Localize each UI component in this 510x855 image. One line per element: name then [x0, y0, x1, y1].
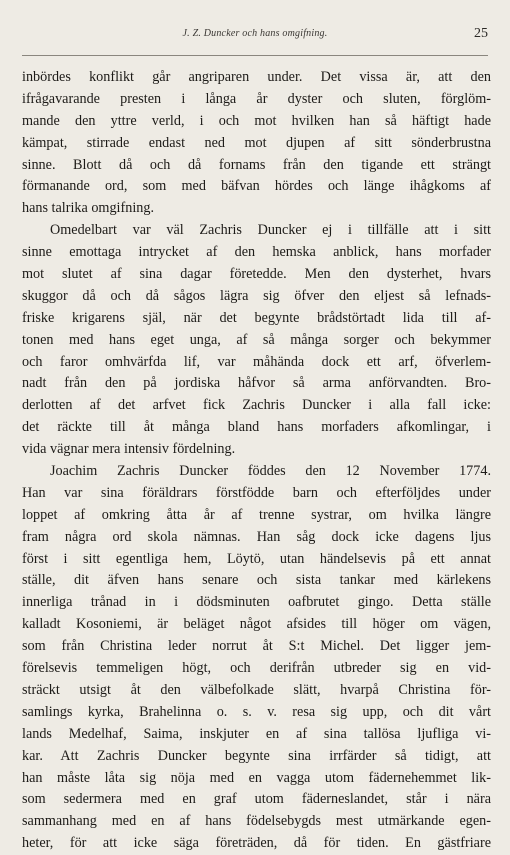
text-line: innerliga trånad in i dödsminuten oafbrutet gingo. Detta ställe — [22, 594, 491, 611]
text-line: Joachim Zachris Duncker föddes den 12 November 1774. — [50, 463, 491, 480]
text-line: inbördes konflikt går angriparen under. Det vissa är, att den — [22, 69, 491, 85]
header-rule — [22, 55, 488, 56]
text-line: mande den yttre verld, i och mot hvilken han så häftigt hade — [22, 112, 491, 129]
text-line: skuggor då och då sågos lägra sig öfver den eljest så lefnads- — [22, 287, 491, 304]
text-line: ifrågavarande presten i långa år dyster och sluten, förglöm- — [22, 90, 491, 107]
text-line: förmanande ord, som med bäfvan hördes och länge ihågkoms af — [22, 178, 491, 195]
text-line: kämpat, stirrade endast ned mot djupen af sitt sönderbrustna — [22, 134, 491, 151]
text-line: Han var sina föräldrars förstfödde barn och efterföljdes under — [22, 484, 491, 501]
text-line: kar. Att Zachris Duncker begynte sina irrfärder så tidigt, att — [22, 747, 491, 764]
running-title: J. Z. Duncker och hans omgifning. — [182, 28, 328, 39]
text-line: mot slutet af sina dagar företedde. Men den dysterhet, hvars — [22, 266, 491, 283]
text-line: sammanhang med en af hans födelsebygds mest utmärkande egen- — [22, 813, 491, 830]
text-line: samlings kyrka, Brahelinna o. s. v. resa sig upp, och dit vårt — [22, 703, 491, 720]
text-line: det räckte till åt många bland hans morfaders afkomlingar, i — [22, 419, 491, 436]
text-line: hans talrika omgifning. — [22, 200, 154, 217]
text-line: sträckt utsigt åt den välbefolkade slätt, hvarpå Christina för- — [22, 681, 491, 698]
text-line: han måste låta sig nöja med en vagga utom fädernehemmet lik- — [22, 769, 491, 786]
text-line: heter, för att icke säga företräden, då för tiden. En gästfriare — [22, 835, 491, 852]
text-line: kalladt Kosoniemi, är beläget något afsides till höger om vägen, — [22, 616, 491, 633]
body-text — [22, 67, 491, 855]
text-line: förelsevis temmeligen högt, och derifrån utbreder sig en vid- — [22, 660, 491, 677]
text-line: som sedermera med en graf utom fäderneslandet, står i nära — [22, 791, 491, 808]
text-line: ställe, dit äfven hans senare och sista tankar med kärlekens — [22, 572, 491, 589]
text-line: nadt från den på jordiska håfvor så arma anförvandten. Bro- — [22, 375, 491, 392]
page-number: 25 — [474, 26, 488, 41]
text-line: fram några ord skola nämnas. Han såg dock icke dagens ljus — [22, 528, 491, 545]
text-line: vida vägnar mera intensiv fördelning. — [22, 441, 236, 458]
text-line: sinne. Blott då och då fornams från den tigande ett strängt — [22, 156, 491, 173]
text-line: först i sitt egentliga hem, Löytö, utan händelsevis på ett annat — [22, 550, 491, 567]
text-line: Omedelbart var väl Zachris Duncker ej i tillfälle att i sitt — [50, 222, 491, 239]
text-line: loppet af omkring åtta år af trenne systrar, om hvilka längre — [22, 506, 491, 523]
text-line: friske krigarens själ, när det begynte brådstörtadt lida till af- — [22, 309, 491, 326]
text-line: derlotten af det arfvet fick Zachris Duncker i alla fall icke: — [22, 397, 491, 414]
text-line: som från Christina leder norrut åt S:t Michel. Det ligger jem- — [22, 638, 491, 655]
text-line: lands Medelhaf, Saima, inskjuter en af sina tallösa ljufliga vi- — [22, 725, 491, 742]
text-line: tonen med hans eget unga, af så många sorger och bekymmer — [22, 331, 491, 348]
text-line: sinne emottaga intrycket af den hemska anblick, hans morfader — [22, 244, 491, 261]
page-header — [22, 26, 488, 48]
text-line: och faror omhvärfda lif, var måhända dock ett arf, öfverlem- — [22, 353, 491, 370]
